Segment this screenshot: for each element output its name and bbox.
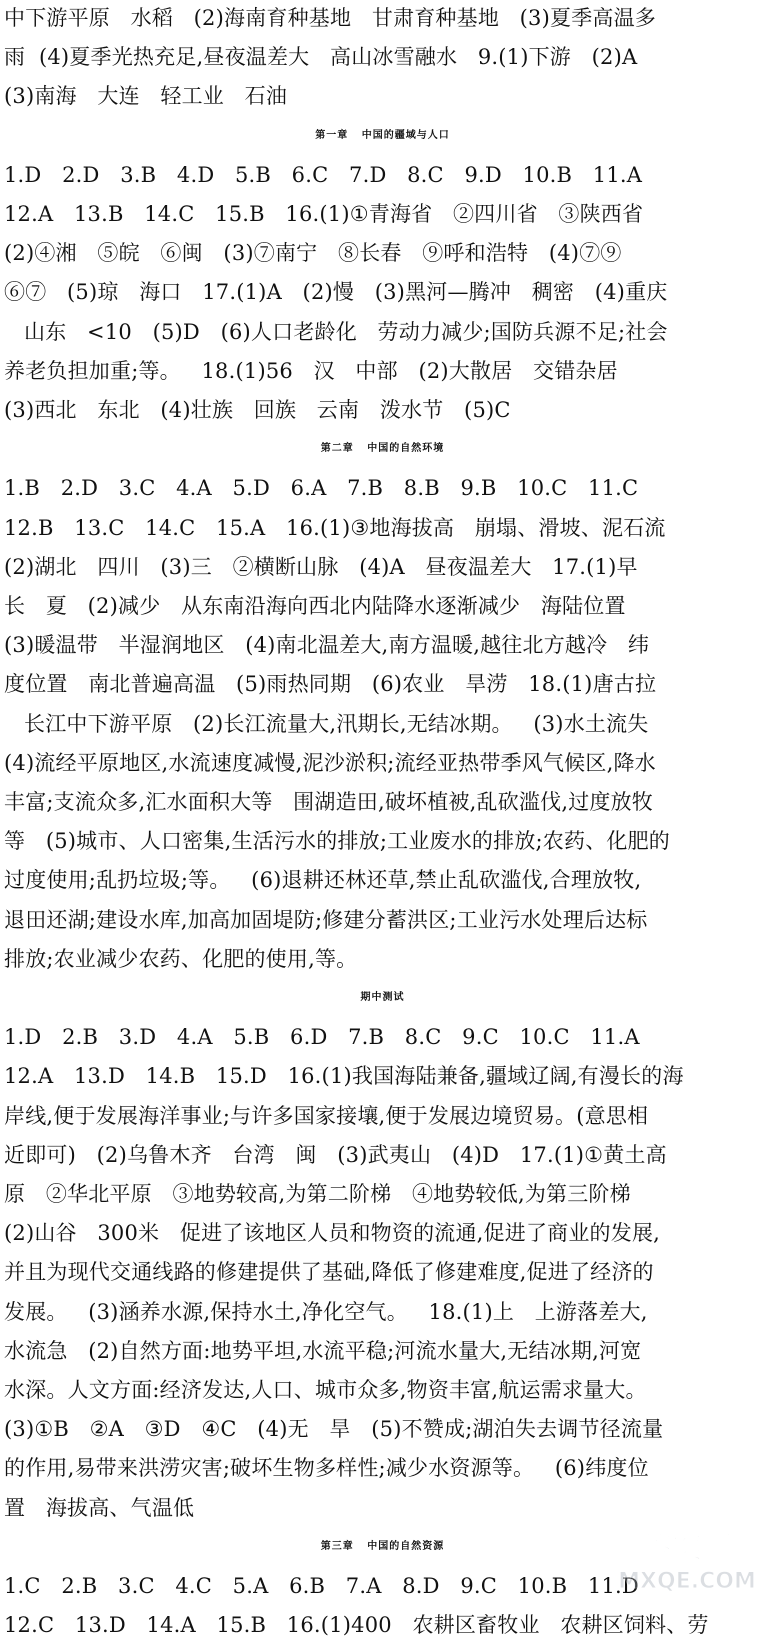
answer-line: 原 ②华北平原 ③地势较高,为第二阶梯 ④地势较低,为第三阶梯: [4, 1182, 631, 1206]
answer-line: 退田还湖;建设水库,加高加固堤防;修建分蓄洪区;工业污水处理后达标: [4, 908, 648, 932]
answer-line: 1.B 2.D 3.C 4.A 5.D 6.A 7.B 8.B 9.B 10.C 11.C: [4, 476, 639, 500]
answer-line: (3)南海 大连 轻工业 石油: [4, 84, 288, 108]
answer-line: 过度使用;乱扔垃圾;等。 (6)退耕还林还草,禁止乱砍滥伐,合理放牧,: [4, 868, 642, 892]
answer-line: 水流急 (2)自然方面:地势平坦,水流平稳;河流水量大,无结冰期,河宽: [4, 1339, 642, 1363]
answer-line: 岸线,便于发展海洋事业;与许多国家接壤,便于发展边境贸易。(意思相: [4, 1104, 649, 1128]
answer-line: 近即可) (2)乌鲁木齐 台湾 闽 (3)武夷山 (4)D 17.(1)①黄土高: [4, 1143, 667, 1167]
answer-line: 山东 <10 (5)D (6)人口老龄化 劳动力减少;国防兵源不足;社会: [24, 320, 668, 344]
answer-line: 度位置 南北普遍高温 (5)雨热同期 (6)农业 旱涝 18.(1)唐古拉: [4, 672, 657, 696]
section-heading: 第二章 中国的自然环境: [320, 443, 445, 454]
section-heading: 期中测试: [360, 992, 405, 1003]
answer-line: 长 夏 (2)减少 从东南沿海向西北内陆降水逐渐减少 海陆位置: [4, 594, 626, 618]
answer-line: 12.A 13.D 14.B 15.D 16.(1)我国海陆兼备,疆域辽阔,有漫长的海: [4, 1064, 684, 1088]
answer-line: 发展。 (3)涵养水源,保持水土,净化空气。 18.(1)上 上游落差大,: [4, 1300, 648, 1324]
section-heading: 第三章 中国的自然资源: [320, 1541, 445, 1552]
answer-line: 长江中下游平原 (2)长江流量大,汛期长,无结冰期。 (3)水土流失: [24, 712, 649, 736]
answer-line: ⑥⑦ (5)琼 海口 17.(1)A (2)慢 (3)黑河—腾冲 稠密 (4)重庆: [4, 280, 668, 304]
answer-line: 12.C 13.D 14.A 15.B 16.(1)400 农耕区畜牧业 农耕区饲料、劳: [4, 1613, 709, 1637]
answer-line: 12.A 13.B 14.C 15.B 16.(1)①青海省 ②四川省 ③陕西省: [4, 202, 644, 226]
answer-line: 12.B 13.C 14.C 15.A 16.(1)③地海拔高 崩塌、滑坡、泥石流: [4, 516, 666, 540]
watermark-line1: 答案圈: [642, 1531, 732, 1566]
answer-line: 并且为现代交通线路的修建提供了基础,降低了修建难度,促进了经济的: [4, 1260, 654, 1284]
answer-line: (3)①B ②A ③D ④C (4)无 旱 (5)不赞成;湖泊失去调节径流量: [4, 1417, 664, 1441]
answer-line: 的作用,易带来洪涝灾害;破坏生物多样性;减少水资源等。 (6)纬度位: [4, 1456, 649, 1480]
answer-line: 丰富;支流众多,汇水面积大等 围湖造田,破坏植被,乱砍滥伐,过度放牧: [4, 790, 653, 814]
answer-line: (3)西北 东北 (4)壮族 回族 云南 泼水节 (5)C: [4, 398, 511, 422]
answer-line: 中下游平原 水稻 (2)海南育种基地 甘肃育种基地 (3)夏季高温多: [4, 6, 656, 30]
answer-line: 置 海拔高、气温低: [4, 1496, 195, 1520]
answer-line: 1.D 2.D 3.B 4.D 5.B 6.C 7.D 8.C 9.D 10.B 11.A: [4, 163, 643, 187]
answer-line: 雨 (4)夏季光热充足,昼夜温差大 高山冰雪融水 9.(1)下游 (2)A: [4, 45, 638, 69]
answer-line: 水深。人文方面:经济发达,人口、城市众多,物资丰富,航运需求量大。: [4, 1378, 647, 1402]
section-heading: 第一章 中国的疆域与人口: [315, 130, 450, 141]
answer-line: (2)④湘 ⑤皖 ⑥闽 (3)⑦南宁 ⑧长春 ⑨呼和浩特 (4)⑦⑨: [4, 241, 622, 265]
answer-line: (2)湖北 四川 (3)三 ②横断山脉 (4)A 昼夜温差大 17.(1)早: [4, 555, 638, 579]
answer-line: (3)暖温带 半湿润地区 (4)南北温差大,南方温暖,越往北方越冷 纬: [4, 633, 650, 657]
answer-line: 等 (5)城市、人口密集,生活污水的排放;工业废水的排放;农药、化肥的: [4, 829, 670, 853]
answer-line: 排放;农业减少农药、化肥的使用,等。: [4, 947, 358, 971]
watermark-logo: [617, 1526, 757, 1596]
answer-line: 1.D 2.B 3.D 4.A 5.B 6.D 7.B 8.C 9.C 10.C 11.A: [4, 1025, 640, 1049]
watermark-line2: MXQE.COM: [618, 1569, 756, 1594]
answer-line: 养老负担加重;等。 18.(1)56 汉 中部 (2)大散居 交错杂居: [4, 359, 618, 383]
answer-line: (4)流经平原地区,水流速度减慢,泥沙淤积;流经亚热带季风气候区,降水: [4, 751, 656, 775]
answer-line: 1.C 2.B 3.C 4.C 5.A 6.B 7.A 8.D 9.C 10.B 11.D: [4, 1574, 639, 1598]
answer-line: (2)山谷 300米 促进了该地区人员和物资的流通,促进了商业的发展,: [4, 1221, 661, 1245]
